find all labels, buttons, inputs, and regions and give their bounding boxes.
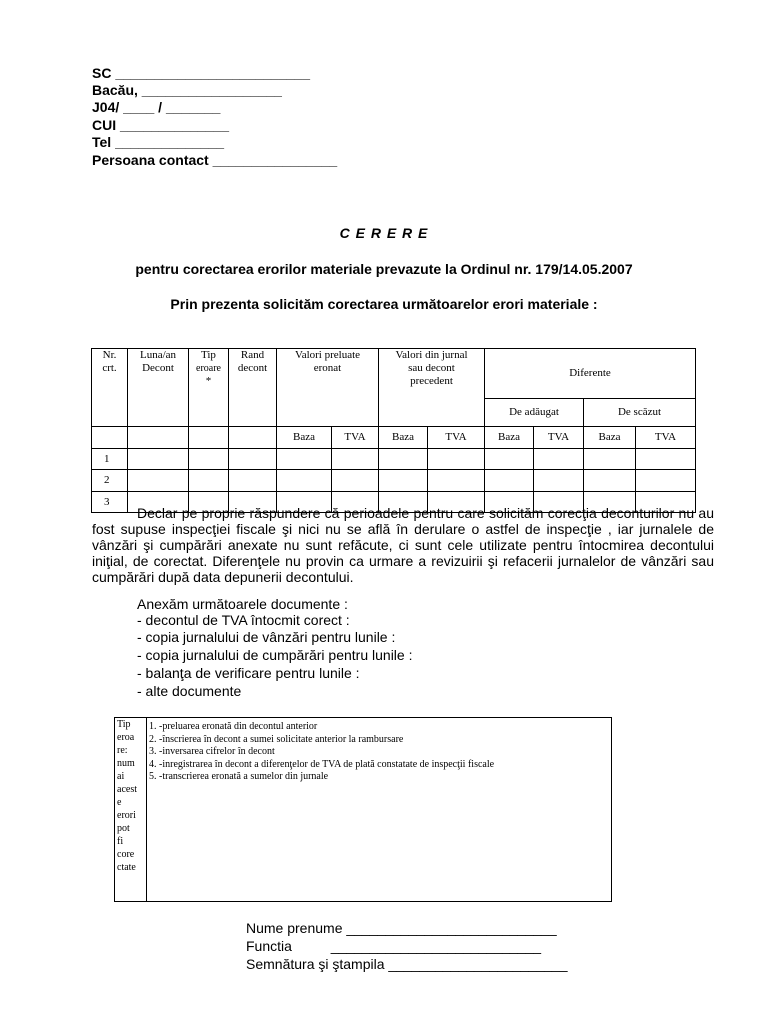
table-cell [277,470,332,492]
company-field: SC _________________________ [92,65,310,81]
header-de-scazut: De scăzut [584,399,696,427]
empty-cell [229,427,277,449]
table-cell [229,470,277,492]
cui-field: CUI ______________ [92,117,230,133]
header-rand: Rand decont [229,349,277,427]
tel-field: Tel ______________ [92,134,225,150]
table-cell [128,470,189,492]
table-cell [189,449,229,470]
subheader-cell: Baza [277,427,332,449]
table-cell [189,470,229,492]
table-cell [485,470,534,492]
header-luna: Luna/an Decont [128,349,189,427]
list-item: 2. -înscrierea în decont a sumei solicitate anterior la rambursare [149,733,404,745]
error-types-list [149,721,494,784]
table-cell [584,449,636,470]
list-item: - balanţa de verificare pentru lunile : [137,665,360,681]
header-tip: Tip eroare * [189,349,229,427]
table-cell [379,470,428,492]
subheader-cell: Baza [485,427,534,449]
table-cell [636,449,696,470]
errors-table [91,348,696,513]
empty-cell [128,427,189,449]
table-cell [584,470,636,492]
city-field: Bacău, __________________ [92,82,282,98]
signature-stamp: Semnătura şi ştampila _______________________ [246,956,568,972]
list-item: 3. -inversarea cifrelor în decont [149,746,275,757]
table-row [92,470,696,492]
error-types-label: Tip eroa re: num ai acest e erori pot fi core ctate [115,718,147,901]
list-item: 5. -transcrierea eronată a sumelor din jurnale [149,771,329,782]
table-cell [636,470,696,492]
header-valori-preluate: Valori preluate eronat [277,349,379,427]
subheader-cell: Baza [379,427,428,449]
header-diferente: Diferente [485,349,696,399]
list-item: - alte documente [137,683,242,699]
table-cell [428,449,485,470]
list-item: - copia jurnalului de cumpărări pentru lunile : [137,647,413,663]
document-subtitle: pentru corectarea erorilor materiale prevazute la Ordinul nr. 179/14.05.2007 [135,261,633,277]
row-number: 1 [92,449,128,470]
table-cell [379,449,428,470]
table-cell [128,449,189,470]
header-valori-jurnal: Valori din jurnal sau decont precedent [379,349,485,427]
annex-title: Anexăm următoarele documente : [137,596,348,612]
table-cell [534,470,584,492]
list-item: - decontul de TVA întocmit corect : [137,612,350,628]
table-cell [485,449,534,470]
empty-cell [189,427,229,449]
subheader-cell: TVA [534,427,584,449]
row-number: 2 [92,470,128,492]
subheader-cell: Baza [584,427,636,449]
table-cell [428,470,485,492]
page-title: C E R E R E [339,225,429,241]
list-item: - copia jurnalului de vânzări pentru lunile : [137,629,396,645]
empty-cell [92,427,128,449]
signature-name: Nume prenume ___________________________ [246,920,557,936]
table-cell [332,449,379,470]
header-nr: Nr. crt. [92,349,128,427]
table-cell [534,449,584,470]
table-cell [229,449,277,470]
contact-field: Persoana contact ________________ [92,152,338,168]
intro-text: Prin prezenta solicităm corectarea următoarelor erori materiale : [170,296,598,312]
signature-function: Functia ___________________________ [246,938,542,954]
header-de-adaugat: De adăugat [485,399,584,427]
table-row [92,449,696,470]
row-number: 3 [92,492,128,513]
list-item: 4. -inregistrarea în decont a diferenţelor de TVA de plată constatate de inspecţii fiscale [149,758,495,770]
table-cell [332,470,379,492]
subheader-cell: TVA [428,427,485,449]
declaration-paragraph: Declar pe proprie răspundere că perioadele pentru care solicităm corecţia deconturilor nu au fost supuse inspecţiei fiscale şi nici nu se află în derulare o astfel de inspecţie , iar jurnalele de vânzări şi cumpărări anexate nu sunt refăcute, ci sunt cele utilizate pentru întocmirea decontului iniţial, de corectat. Diferenţele nu provin ca urmare a revizuirii şi refacerii jurnalelor de vânzări sau cumpărări după data depunerii decontului. [92,505,714,585]
table-cell [277,449,332,470]
error-types-box [114,717,612,902]
subheader-cell: TVA [636,427,696,449]
list-item: 1. -preluarea eronată din decontul anterior [149,721,318,732]
registry-field: J04/ ____ / _______ [92,99,221,115]
subheader-cell: TVA [332,427,379,449]
